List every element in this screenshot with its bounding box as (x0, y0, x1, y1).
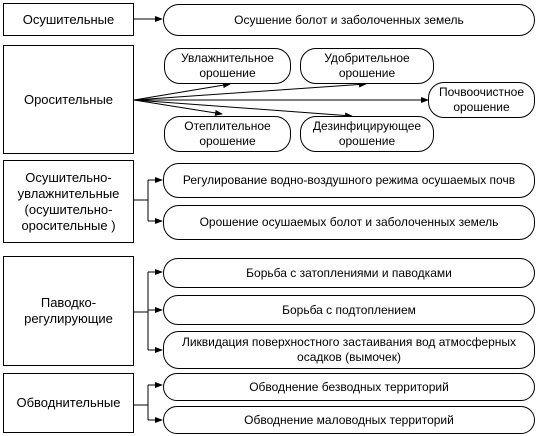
category-drying-wetting (3, 160, 134, 243)
item-heating-irrigation: Отеплительное орошение (164, 116, 291, 152)
category-drying-label: Осушительные (22, 11, 115, 27)
item-surface-water-stagnation: Ликвидация поверхностного застаивания вод атмосферных осадков (вымочек) (163, 331, 535, 369)
item-fertilizing-irrigation: Удобрительное орошение (300, 48, 434, 84)
watering-arrows (134, 385, 162, 420)
item-waterless-territories: Обводнение безводных территорий (163, 373, 535, 401)
item-disinfecting-irrigation: Дезинфицирующее орошение (300, 116, 434, 152)
item-underflooding-fighting: Борьба с подтоплением (163, 295, 535, 325)
flood-arrows (134, 272, 162, 350)
category-drying (3, 3, 134, 36)
item-irrigation-drained-bogs: Орошение осушаемых болот и заболоченных земель (163, 205, 535, 240)
item-water-air-regime: Регулирование водно-воздушного режима осушаемых почв (163, 163, 535, 198)
category-flood-control-label: Паводко- регулирующие (24, 295, 113, 326)
item-drying-bogs: Осушение болот и заболоченных земель (163, 4, 535, 36)
category-flood-control (3, 256, 134, 366)
category-watering-label: Обводнительные (16, 395, 121, 410)
category-irrigation-label: Оросительные (23, 91, 114, 107)
irrigation-arrows (134, 84, 428, 116)
item-low-water-territories: Обводнение маловодных территорий (163, 406, 535, 434)
category-drying-wetting-label: Осушительно- увлажнительные (осушительно- оросительные ) (17, 169, 120, 233)
item-moistening-irrigation: Увлажнительное орошение (164, 48, 291, 84)
item-flood-fighting: Борьба с затоплениями и паводками (163, 258, 535, 288)
item-soil-cleaning-irrigation: Почвоочистное орошение (428, 82, 535, 118)
category-watering (3, 373, 134, 433)
category-irrigation (3, 45, 134, 154)
drying-wetting-arrows (134, 180, 162, 221)
